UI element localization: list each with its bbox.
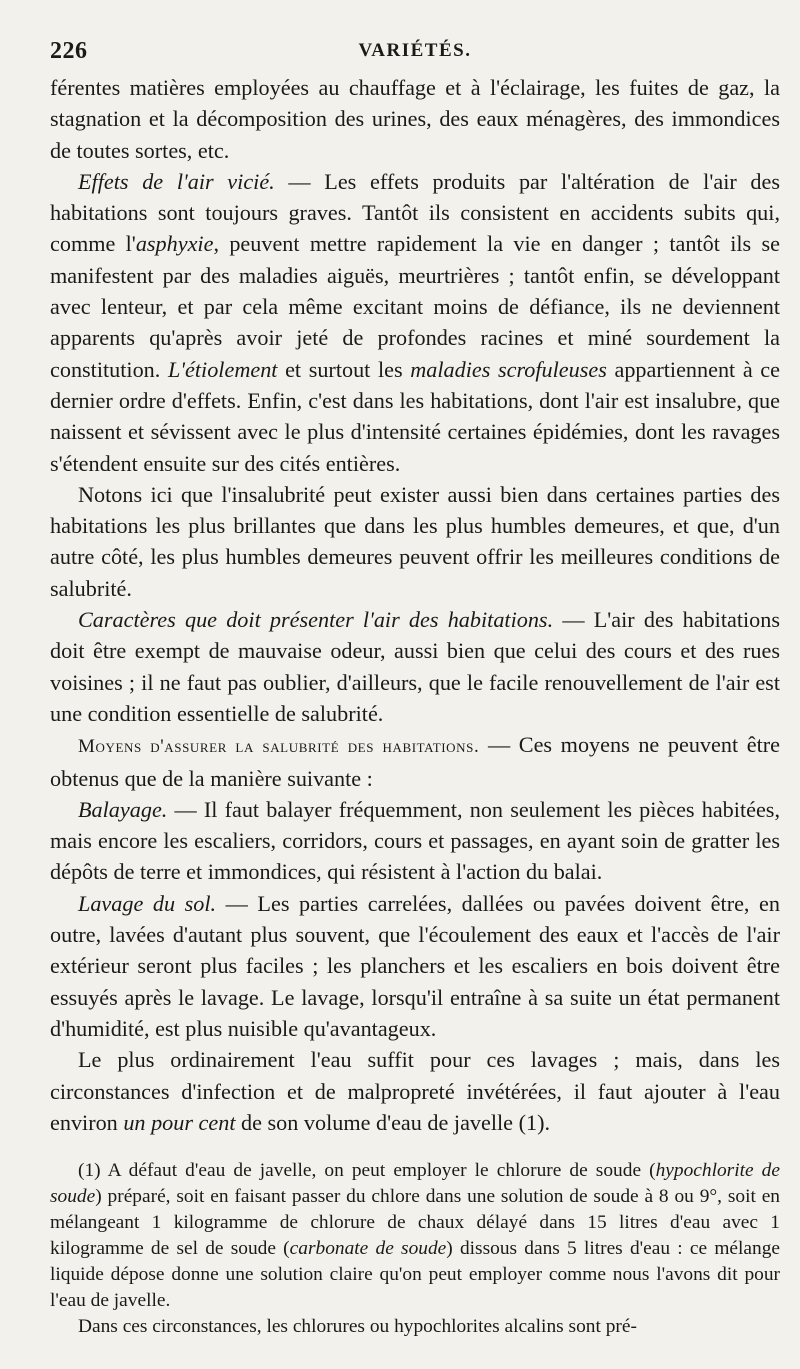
paragraph: Notons ici que l'insalubrité peut exister aussi bien dans certaines parties des habitations les plus brillantes que dans les plus humbles demeures, et que, d'un autre côté, les plus humbles demeures peuvent offrir les meilleures conditions de salubrité.: [50, 481, 780, 601]
footnote-separator: [50, 1138, 780, 1158]
page-header: [50, 28, 780, 72]
section-heading: Lavage du sol.: [78, 890, 217, 916]
section-heading: Moyens d'assurer la salubrité des habitations.: [78, 736, 480, 758]
paragraph: Moyens d'assurer la salubrité des habitations. — Ces moyens ne peuvent être obtenus que de la manière suivante :: [50, 732, 781, 791]
footnote: [50, 1158, 780, 1340]
footnote-paragraph: (1) A défaut d'eau de javelle, on peut employer le chlorure de soude (hypochlorite de soude) préparé, soit en faisant passer du chlore dans une solution de soude à 8 ou 9°, soit en mélangeant 1 kilogramme de chlorure de chaux délayé dans 15 litres d'eau avec 1 kilogramme de sel de soude (carbonate de soude) dissous dans 5 litres d'eau : ce mélange liquide dépose donne une solution claire qu'on peut employer comme nous l'avons dit pour l'eau de javelle.: [50, 1160, 780, 1312]
page-number: 226: [50, 38, 88, 64]
paragraph: Balayage. — Il faut balayer fréquemment, non seulement les pièces habitées, mais encore les escaliers, corridors, cours et passages, en ayant soin de gratter les dépôts de terre et immondices, qui résistent à l'action du balai.: [50, 796, 780, 885]
section-heading: Balayage.: [78, 796, 168, 822]
book-page: [50, 28, 780, 1348]
section-heading: Caractères que doit présenter l'air des habitations.: [78, 607, 554, 633]
paragraph: Caractères que doit présenter l'air des habitations. — L'air des habitations doit être exempt de mauvaise odeur, aussi bien que celui des cours et des rues voisines ; il ne faut pas oublier, d'ailleurs, que le facile renouvellement de l'air est une condition essentielle de salubrité.: [50, 607, 781, 726]
section-heading: Effets de l'air vicié.: [78, 168, 275, 194]
running-title: VARIÉTÉS.: [358, 40, 472, 61]
paragraph: Lavage du sol. — Les parties carrelées, dallées ou pavées doivent être, en outre, lavées d'autant plus souvent, que l'écoulement des eaux et l'accès de l'air extérieur seront plus faciles ; les planchers et les escaliers en bois doivent être essuyés après le lavage. Le lavage, lorsqu'il entraîne à sa suite un état permanent d'humidité, est plus nuisible qu'avantageux.: [50, 890, 780, 1041]
paragraph: Effets de l'air vicié. — Les effets produits par l'altération de l'air des habitations sont toujours graves. Tantôt ils consistent en accidents subits qui, comme l'asphyxie, peuvent mettre rapidement la vie en danger ; tantôt ils se manifestent par des maladies aiguës, meurtrières ; tantôt enfin, se développant avec lenteur, et par cela même excitant moins de défiance, ils ne deviennent apparents qu'après avoir jeté de profondes racines et miné sourdement la constitution. L'étiolement et surtout les maladies scrofuleuses appartiennent à ce dernier ordre d'effets. Enfin, c'est dans les habitations, dont l'air est insalubre, que naissent et sévissent avec le plus d'intensité certaines épidémies, dont les ravages s'étendent ensuite sur des cités entières.: [50, 168, 780, 476]
main-text: [50, 72, 780, 1138]
footnote-paragraph: Dans ces circonstances, les chlorures ou hypochlorites alcalins sont pré-: [78, 1316, 637, 1338]
paragraph: Le plus ordinairement l'eau suffit pour ces lavages ; mais, dans les circonstances d'infection et de malpropreté invétérées, il faut ajouter à l'eau environ un pour cent de son volume d'eau de javelle (1).: [50, 1047, 780, 1135]
paragraph: férentes matières employées au chauffage et à l'éclairage, les fuites de gaz, la stagnation et la décomposition des urines, des eaux ménagères, des immondices de toutes sortes, etc.: [50, 75, 780, 163]
